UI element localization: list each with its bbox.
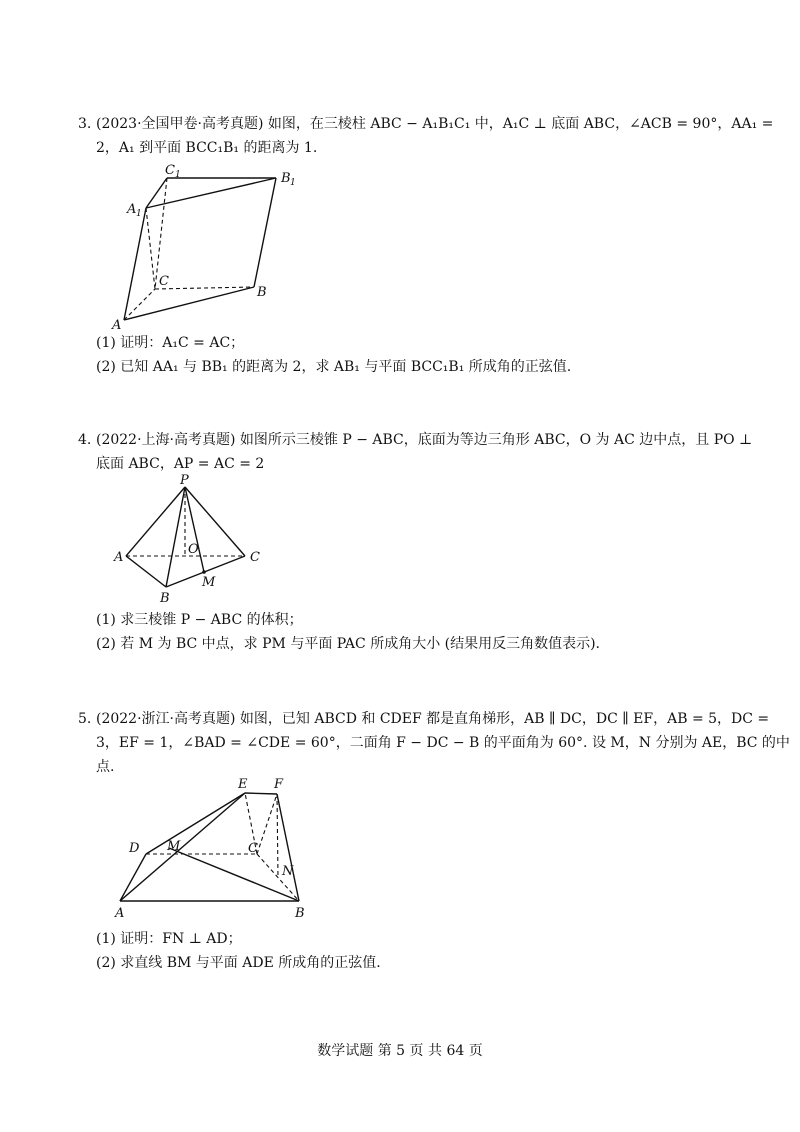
edge-ab (124, 287, 254, 320)
problem-5-line-1: (2022·浙江·高考真题) 如图，已知 ABCD 和 CDEF 都是直角梯形，AB ∥ DC，DC ∥ EF，AB = 5，DC = (96, 711, 770, 727)
label-b1: B (281, 171, 291, 186)
edge-cb (155, 287, 254, 289)
problem-3-question-2: (2) 已知 AA₁ 与 BB₁ 的距离为 2，求 AB₁ 与平面 BCC₁B₁ 所成角的正弦值. (96, 359, 572, 375)
edge-pm (185, 487, 204, 572)
label-c1-sub: 1 (175, 170, 181, 180)
edge-pa (126, 487, 185, 556)
problem-3-line-2: 2，A₁ 到平面 BCC₁B₁ 的距离为 1. (96, 140, 318, 156)
edge-ad (120, 854, 146, 901)
page-footer: 数学试题 第 5 页 共 64 页 (317, 1043, 483, 1059)
edge-de (146, 793, 245, 854)
problem-4-line-2: 底面 ABC，AP = AC = 2 (96, 456, 265, 472)
label-c: C (248, 841, 258, 856)
problem-4-number: 4. (78, 432, 92, 448)
label-b: B (257, 285, 267, 300)
problem-3-number: 3. (78, 116, 92, 132)
point-m (202, 570, 206, 574)
label-m: M (167, 839, 181, 854)
edge-mb (169, 848, 299, 901)
problem-5-number: 5. (78, 711, 92, 727)
label-a: A (115, 906, 125, 921)
label-a: A (114, 550, 124, 565)
label-f: F (274, 777, 284, 792)
edge-pb (166, 487, 185, 587)
edge-cf (257, 794, 277, 854)
label-n: N (282, 864, 294, 879)
label-b1-sub: 1 (290, 178, 296, 188)
label-a1: A (127, 202, 137, 217)
label-p: P (180, 473, 189, 488)
label-c1: C (165, 163, 175, 178)
label-a: A (112, 318, 122, 333)
label-d: D (129, 841, 140, 856)
label-b: B (160, 591, 170, 606)
problem-4-question-1: (1) 求三棱锥 P − ABC 的体积； (96, 612, 303, 628)
label-m: M (202, 575, 216, 590)
edge-fn (277, 794, 278, 878)
edge-c1c (155, 178, 167, 289)
problem-5-figure (100, 770, 330, 922)
problem-3-line-1: (2023·全国甲卷·高考真题) 如图，在三棱柱 ABC − A₁B₁C₁ 中，A₁C ⊥ 底面 ABC，∠ACB = 90°，AA₁ = (96, 116, 774, 132)
problem-4-figure (100, 470, 280, 610)
problem-3-figure (100, 158, 310, 333)
problem-4-question-2: (2) 若 M 为 BC 中点，求 PM 与平面 PAC 所成角大小 (结果用反三角数值表示). (96, 636, 601, 652)
problem-5-line-3: 点. (96, 759, 115, 775)
label-b: B (295, 906, 305, 921)
edge-ab (126, 556, 166, 587)
label-a1-sub: 1 (136, 209, 142, 219)
edge-a1c (146, 208, 155, 289)
problem-5-question-1: (1) 证明：FN ⊥ AD； (96, 931, 242, 947)
label-o: O (188, 542, 199, 557)
problem-3-question-1: (1) 证明：A₁C = AC； (96, 335, 245, 351)
edge-a1a (124, 208, 146, 320)
label-c: C (250, 550, 260, 565)
label-c: C (159, 274, 169, 289)
edge-b1b (254, 178, 276, 287)
problem-5-question-2: (2) 求直线 BM 与平面 ADE 所成角的正弦值. (96, 955, 381, 971)
edge-fb (277, 794, 299, 901)
problem-5-line-2: 3，EF = 1，∠BAD = ∠CDE = 60°，二面角 F − DC − B 的平面角为 60°. 设 M，N 分别为 AE，BC 的中 (96, 735, 790, 751)
problem-4-line-1: (2022·上海·高考真题) 如图所示三棱锥 P − ABC，底面为等边三角形 ABC，O 为 AC 边中点，且 PO ⊥ (96, 432, 753, 448)
edge-ef (245, 793, 277, 794)
label-e: E (238, 777, 248, 792)
